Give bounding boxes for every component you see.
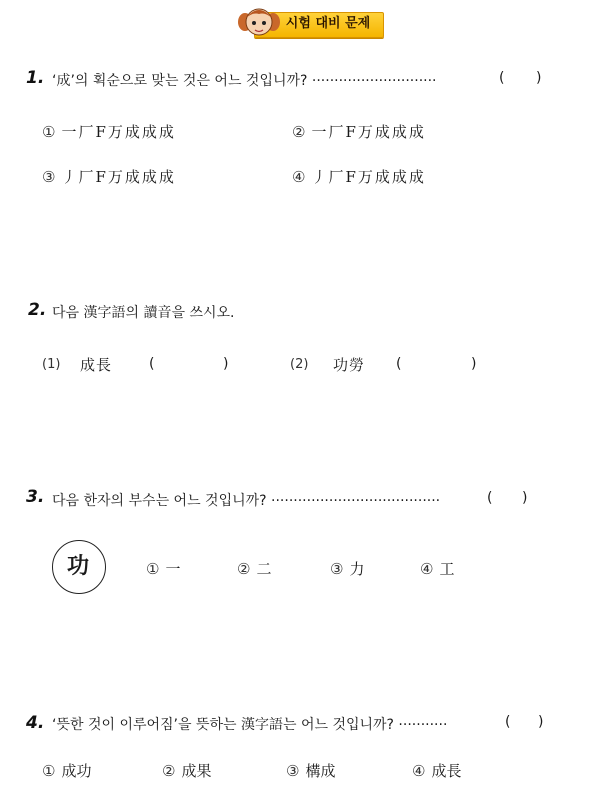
question-4-option-4[interactable] [412, 760, 461, 781]
question-2-item-2-close: ) [471, 356, 477, 372]
question-3-answer-close: ) [522, 490, 528, 506]
question-1-option-3[interactable] [42, 166, 176, 187]
question-1-option-1[interactable] [42, 121, 176, 142]
question-2-text: 다음 漢字語의 讀音을 쓰시오. [52, 305, 235, 321]
question-1-option-4[interactable] [292, 166, 426, 187]
option-mark: ④ [412, 762, 426, 780]
header-title: 시험 대비 문제 [285, 16, 371, 31]
question-4-option-2[interactable] [162, 760, 211, 781]
question-4-answer-open: ( [505, 714, 511, 730]
option-char: 力 [349, 560, 365, 578]
option-mark: ③ [42, 168, 56, 186]
option-word: 成長 [431, 762, 462, 780]
question-2-item-1-number: (1) [42, 357, 61, 372]
option-char: 工 [439, 560, 455, 578]
option-mark: ③ [286, 762, 300, 780]
question-3-answer-open: ( [487, 490, 493, 506]
question-3-option-1[interactable] [146, 558, 180, 579]
option-char: 一 [165, 560, 181, 578]
option-mark: ① [42, 762, 56, 780]
option-strokes: 一厂F万成成成 [311, 123, 426, 141]
question-1-answer-open: ( [499, 70, 505, 86]
option-word: 構成 [305, 762, 336, 780]
question-2-item-1-close: ) [223, 356, 229, 372]
option-mark: ① [42, 123, 56, 141]
question-2-item-2-open[interactable]: ( [396, 356, 402, 372]
option-strokes: 丿厂F万成成成 [311, 168, 426, 186]
option-mark: ② [292, 123, 306, 141]
question-3-option-2[interactable] [237, 558, 271, 579]
option-word: 成功 [61, 762, 92, 780]
option-mark: ② [162, 762, 176, 780]
option-strokes: 一厂F万成成成 [61, 123, 176, 141]
question-4-number: 4. [26, 713, 45, 733]
option-mark: ② [237, 560, 251, 578]
question-1-text: ‘成’의 획순으로 맞는 것은 어느 것입니까? ···························· [52, 73, 437, 89]
option-mark: ④ [420, 560, 434, 578]
question-3-option-3[interactable] [330, 558, 364, 579]
question-4-answer-close: ) [538, 714, 544, 730]
question-1-answer-close: ) [536, 70, 542, 86]
question-3-text: 다음 한자의 부수는 어느 것입니까? ······································ [52, 493, 441, 509]
option-word: 成果 [181, 762, 212, 780]
question-1-number: 1. [26, 68, 45, 88]
option-mark: ④ [292, 168, 306, 186]
question-4-text: ‘뜻한 것이 이루어짐’을 뜻하는 漢字語는 어느 것입니까? ··········· [52, 717, 448, 733]
question-4-option-3[interactable] [286, 760, 335, 781]
question-4-option-1[interactable] [42, 760, 91, 781]
question-3-character: 功 [66, 553, 89, 579]
question-2-number: 2. [28, 300, 47, 320]
question-2-item-2-number: (2) [290, 357, 309, 372]
question-2-item-2-word: 功勞 [333, 356, 366, 374]
question-1-option-2[interactable] [292, 121, 426, 142]
question-2-item-1-word: 成長 [80, 356, 113, 374]
option-char: 二 [256, 560, 272, 578]
option-mark: ① [146, 560, 160, 578]
question-3-number: 3. [26, 487, 45, 507]
mascot-girl-icon [237, 2, 281, 42]
question-3-option-4[interactable] [420, 558, 454, 579]
option-mark: ③ [330, 560, 344, 578]
option-strokes: 丿厂F万成成成 [61, 168, 176, 186]
question-2-item-1-open[interactable]: ( [149, 356, 155, 372]
